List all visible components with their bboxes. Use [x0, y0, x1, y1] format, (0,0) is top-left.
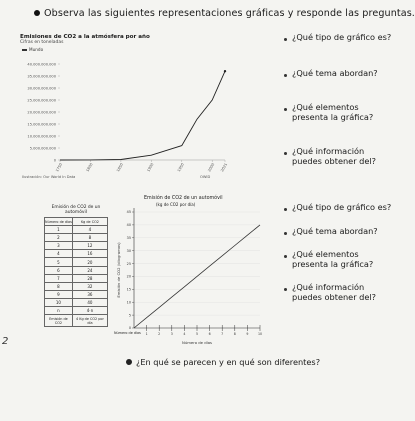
question-info-2: puedes obtener del?: [292, 156, 377, 166]
y-tick-label: 25: [126, 261, 131, 266]
table-cell: 4: [72, 226, 107, 234]
table-footer-cell: Emisión de CO2: [45, 315, 73, 327]
table-cell: 36: [72, 290, 107, 298]
y-tick-label: 35.000.000.000: [27, 74, 56, 79]
table-row: [45, 298, 108, 306]
series-line: [60, 71, 225, 160]
table-row: [45, 290, 108, 298]
y-tick-label: 0: [53, 158, 56, 163]
table-cell: 16: [72, 250, 107, 258]
question-elements-2: presenta la gráfica?: [292, 112, 374, 122]
x-tick-label: 1750: [55, 162, 64, 173]
question-elements-2a: ¿Qué elementos: [292, 249, 359, 259]
table-cell: n: [45, 307, 73, 315]
question-bullet-icon: [284, 152, 287, 155]
x-tick-label: 10: [257, 332, 263, 336]
table-cell: 24: [72, 266, 107, 274]
x-tick-label: 4: [183, 332, 186, 336]
y-tick-label: 5: [128, 313, 131, 318]
chart1-subtitle: Cifras en toneladas: [20, 40, 64, 45]
y-tick-label: 0: [128, 326, 131, 331]
instruction-text: Observa las siguientes representaciones gráficas y responde las preguntas.: [44, 8, 415, 19]
table-header-row: [45, 218, 108, 226]
table-footer-cell: 4 Kg de CO2 por día: [72, 315, 107, 327]
question-info-2a: ¿Qué información: [292, 282, 365, 292]
y-tick-label: 15.000.000.000: [27, 122, 56, 127]
instruction-row: [14, 8, 415, 26]
table-cell: 10: [45, 298, 73, 306]
y-tick-label: 35: [126, 235, 131, 240]
y-tick-label: 15: [126, 287, 131, 292]
table-cell: 8: [45, 282, 73, 290]
question-info-1: ¿Qué información: [292, 146, 365, 156]
table-row: [45, 274, 108, 282]
question-bullet-icon: [284, 108, 287, 111]
question-bullet-icon: [284, 208, 287, 211]
table-row: [45, 234, 108, 242]
table-cell: 9: [45, 290, 73, 298]
closing-bullet-icon: [126, 359, 132, 365]
table-cell: 6: [45, 266, 73, 274]
x-tick-label: 2021: [220, 162, 229, 173]
x-tick-label: 7: [221, 332, 224, 336]
question-info-2b: puedes obtener del?: [292, 292, 377, 302]
question-elements-1: ¿Qué elementos: [292, 102, 359, 112]
question-bullet-icon: [284, 255, 287, 258]
table-cell: 4: [45, 250, 73, 258]
table-cell: 40: [72, 298, 107, 306]
co2-data-table: [44, 217, 108, 327]
chart2-plot: [112, 196, 270, 356]
table-cell: 20: [72, 258, 107, 266]
x-tick-label: 2000: [207, 162, 216, 173]
table-row: [45, 242, 108, 250]
x-tick-label: 6: [208, 332, 211, 336]
chart1-plot: [20, 34, 270, 174]
closing-question: ¿En qué se parecen y en qué son diferentes?: [136, 357, 321, 367]
chart1-title: Emisiones de CO2 a la atmósfera por año: [20, 34, 150, 40]
y-tick-label: 40.000.000.000: [27, 62, 56, 67]
x-tick-label: 1: [145, 332, 148, 336]
y-tick-label: 30.000.000.000: [27, 86, 56, 91]
question-topic: ¿Qué tema abordan?: [292, 68, 378, 78]
bullet-icon: [34, 10, 40, 16]
table-row: [45, 226, 108, 234]
table-footer-side: Número de días: [114, 331, 141, 335]
series-end-point: [224, 70, 226, 72]
y-tick-label: 25.000.000.000: [27, 98, 56, 103]
y-tick-label: 40: [126, 223, 131, 228]
x-tick-label: 9: [246, 332, 249, 336]
question-type: ¿Qué tipo de gráfico es?: [292, 32, 392, 42]
x-tick-label: 1800: [85, 162, 94, 173]
table-row: [45, 307, 108, 315]
table-header-cell: Kg de CO2: [72, 218, 107, 226]
table-cell: 4·n: [72, 307, 107, 315]
y-tick-label: 30: [126, 248, 131, 253]
table-cell: 28: [72, 274, 107, 282]
question-topic-2: ¿Qué tema abordan?: [292, 226, 378, 236]
table-footer-row: [45, 315, 108, 327]
table-cell: 3: [45, 242, 73, 250]
chart2-title: Emisión de CO2 de un automóvil: [144, 196, 223, 201]
chart2-ylabel: Emisión de CO2 (kilogramos): [116, 242, 121, 298]
question-elements-2b: presenta la gráfica?: [292, 259, 374, 269]
x-tick-label: 5: [195, 332, 199, 336]
y-tick-label: 45: [126, 210, 131, 215]
table-cell: 12: [72, 242, 107, 250]
chart1-source-right: OWID: [200, 175, 211, 179]
y-tick-label: 5.000.000.000: [29, 146, 56, 151]
x-tick-label: 3: [170, 332, 173, 336]
table-cell: 32: [72, 282, 107, 290]
chart1-legend-label: Mundo: [29, 47, 44, 52]
y-tick-label: 20: [126, 274, 131, 279]
chart2-subtitle: (kg de CO2 por día): [156, 202, 196, 207]
question-bullet-icon: [284, 38, 287, 41]
question-bullet-icon: [284, 74, 287, 77]
x-tick-label: 1900: [146, 162, 155, 173]
y-tick-label: 10: [126, 300, 131, 305]
y-tick-label: 10.000.000.000: [27, 134, 56, 139]
table-header-cell: Número de días: [45, 218, 73, 226]
table-row: [45, 250, 108, 258]
table-cell: 2: [45, 234, 73, 242]
table-title: Emisión de CO2 de un automóvil: [51, 205, 101, 215]
table-row: [45, 258, 108, 266]
table-row: [45, 266, 108, 274]
question-bullet-icon: [284, 232, 287, 235]
table-row: [45, 282, 108, 290]
x-tick-label: 1850: [115, 162, 125, 173]
figure-number: 2: [2, 336, 9, 347]
x-tick-label: 1950: [176, 162, 185, 173]
table-cell: 5: [45, 258, 73, 266]
table-cell: 8: [72, 234, 107, 242]
co2-car-chart: [112, 196, 270, 356]
chart1-source: Ilustración: Our World In Data: [22, 175, 76, 179]
table-cell: 7: [45, 274, 73, 282]
x-tick-label: 2: [158, 332, 161, 336]
x-tick-label: 8: [233, 332, 236, 336]
question-type-2: ¿Qué tipo de gráfico es?: [292, 202, 392, 212]
co2-world-chart: [20, 34, 270, 184]
chart2-xlabel: Número de días: [181, 340, 213, 345]
question-bullet-icon: [284, 288, 287, 291]
table-cell: 1: [45, 226, 73, 234]
y-tick-label: 20.000.000.000: [27, 110, 56, 115]
